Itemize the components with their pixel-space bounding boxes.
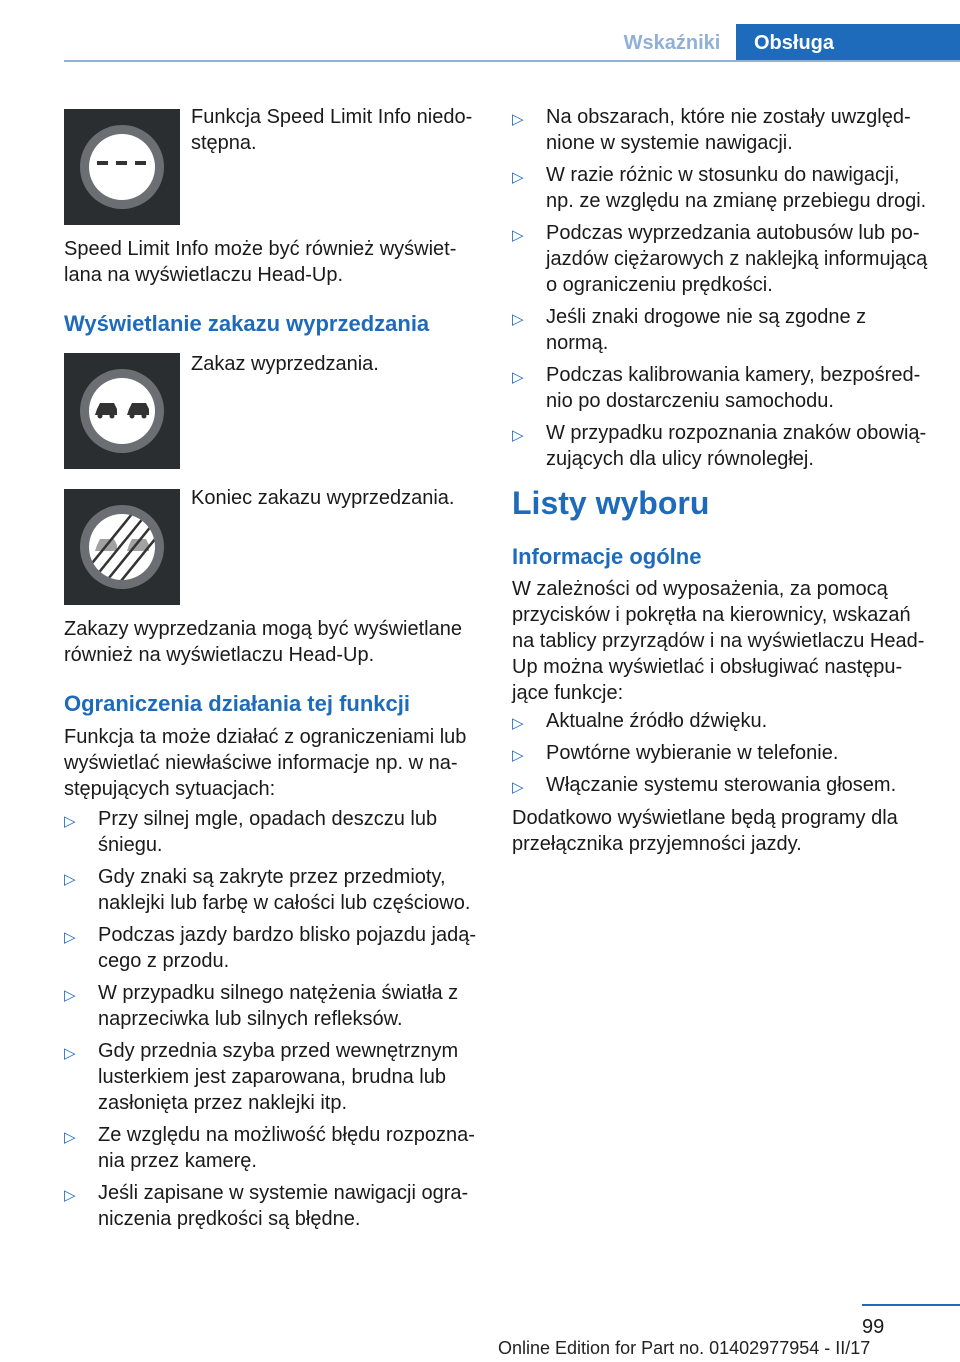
list-item-text: Gdy znaki są zakryte przez przedmioty, naklejki lub farbę w całości lub częściowo. [98,866,471,914]
list-item-text: Ze względu na możliwość błędu rozpoznania przez kamerę. [98,1124,475,1172]
tab-wskazniki[interactable]: Wskaźniki [623,31,721,54]
list-item [512,162,930,214]
triangle-bullet-icon: ▷ [512,427,524,444]
functions-list [512,708,930,798]
triangle-bullet-icon: ▷ [64,1045,76,1062]
list-item-text: Na obszarach, które nie zostały uwzględnione w systemie nawigacji. [546,106,911,154]
list-item [64,864,476,916]
list-item [512,304,930,356]
list-item-text: Włączanie systemu sterowania głosem. [546,774,897,796]
triangle-bullet-icon: ▷ [512,369,524,386]
end-no-overtaking-sign-icon [64,489,180,605]
list-item [64,1038,476,1116]
triangle-bullet-icon: ▷ [64,813,76,830]
page-number: 99 [862,1316,885,1338]
list-item [64,1122,476,1174]
list-item-text: Podczas wyprzedzania autobusów lub pojazdów ciężarowych z naklejką informującą o ograniczeniu prędkości. [546,222,928,296]
paragraph-overtaking-head-up: Zakazy wyprzedzania mogą być wyświetlane również na wyświetlaczu Head-Up. [64,618,462,666]
no-overtaking-sign-icon [64,353,180,469]
list-item [512,104,930,156]
list-item-text: Jeśli zapisane w systemie nawigacji ograniczenia prędkości są błędne. [98,1182,469,1230]
list-item [512,708,930,734]
sign-caption-unavailable: Funkcja Speed Limit Info niedostępna. [191,106,473,154]
list-item [512,362,930,414]
paragraph-head-up: Speed Limit Info może być również wyświetlana na wyświetlaczu Head-Up. [64,238,457,286]
heading-selection-lists: Listy wyboru [512,485,710,521]
heading-general-info: Informacje ogólne [512,544,702,569]
list-item-text: Aktualne źródło dźwięku. [546,710,768,732]
triangle-bullet-icon: ▷ [512,169,524,186]
list-item [512,740,930,766]
header-divider [64,60,960,62]
list-item [512,420,930,472]
list-item [64,922,476,974]
heading-limitations: Ograniczenia działania tej funkcji [64,691,410,716]
list-item-text: Podczas jazdy bardzo blisko pojazdu jadącego z przodu. [98,924,477,972]
triangle-bullet-icon: ▷ [64,871,76,888]
limitations-list-continued [512,104,930,472]
paragraph-general-info: W zależności od wyposażenia, za pomocą przycisków i pokrętła na kierownicy, wskazań na tablicy przyrządów i na wyświetlaczu Head-Up można wyświetlać i obsługiwać następujące funkcje: [512,578,925,704]
triangle-bullet-icon: ▷ [512,111,524,128]
list-item-text: Gdy przednia szyba przed wewnętrznym lusterkiem jest zaparowana, brudna lub zasłonięta przez naklejki itp. [98,1040,459,1114]
limitations-list [64,806,476,1232]
triangle-bullet-icon: ▷ [512,311,524,328]
list-item [64,980,476,1032]
list-item-text: W przypadku silnego natężenia światła z naprzeciwka lub silnych refleksów. [98,982,459,1030]
triangle-bullet-icon: ▷ [512,747,524,764]
list-item-text: W razie różnic w stosunku do nawigacji, np. ze względu na zmianę przebiegu drogi. [546,164,927,212]
list-item-text: W przypadku rozpoznania znaków obowiązujących dla ulicy równoległej. [546,422,927,470]
triangle-bullet-icon: ▷ [64,929,76,946]
list-item-text: Podczas kalibrowania kamery, bezpośrednio po dostarczeniu samochodu. [546,364,921,412]
triangle-bullet-icon: ▷ [64,1129,76,1146]
triangle-bullet-icon: ▷ [512,715,524,732]
triangle-bullet-icon: ▷ [64,1187,76,1204]
list-item-text: Przy silnej mgle, opadach deszczu lub śniegu. [98,808,438,856]
triangle-bullet-icon: ▷ [512,779,524,796]
triangle-bullet-icon: ▷ [64,987,76,1004]
paragraph-driving-programs: Dodatkowo wyświetlane będą programy dla przełącznika przyjemności jazdy. [512,807,898,855]
list-item [512,772,930,798]
triangle-bullet-icon: ▷ [512,227,524,244]
edition-footer: Online Edition for Part no. 01402977954 - II/17 [498,1338,871,1358]
heading-overtaking: Wyświetlanie zakazu wyprzedzania [64,311,430,336]
list-item-text: Jeśli znaki drogowe nie są zgodne z normą. [546,306,867,354]
paragraph-limitations-intro: Funkcja ta może działać z ograniczeniami lub wyświetlać niewłaściwe informacje np. w następujących sytuacjach: [64,726,467,800]
footer-divider [862,1304,960,1306]
list-item-text: Powtórne wybieranie w telefonie. [546,742,839,764]
sign-caption-no-overtaking: Zakaz wyprzedzania. [191,353,379,375]
list-item [64,1180,476,1232]
tab-obsluga[interactable]: Obsługa [736,24,960,62]
list-item [64,806,476,858]
list-item [512,220,930,298]
sign-caption-end-no-overtaking: Koniec zakazu wyprzedzania. [191,487,455,509]
speed-limit-unavailable-sign-icon [64,109,180,225]
